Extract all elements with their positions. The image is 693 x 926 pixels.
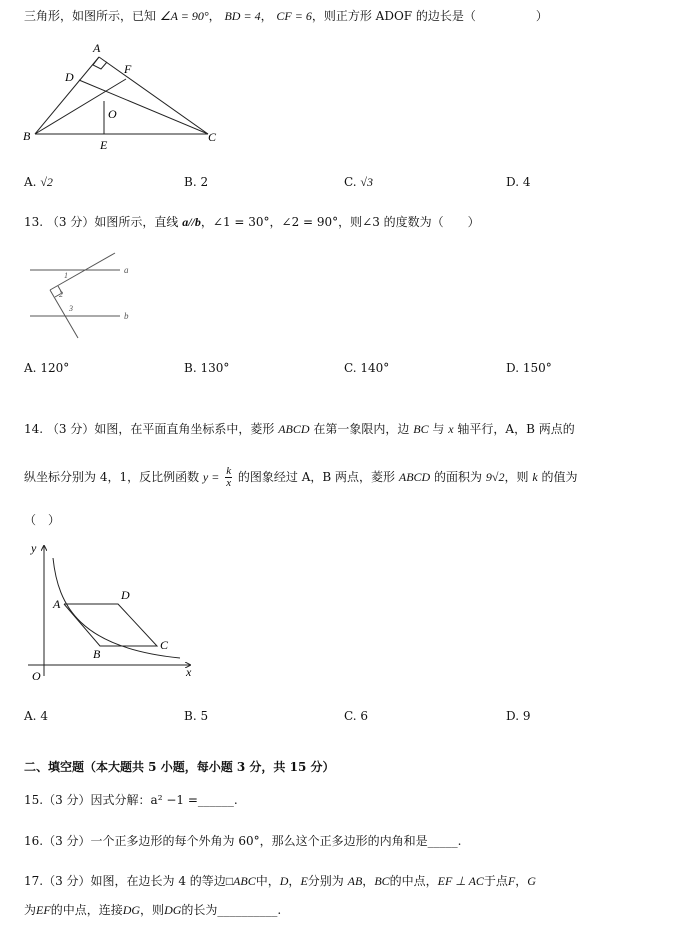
q17-ab: AB — [347, 874, 363, 888]
q17-ef: EF — [36, 903, 51, 917]
q14-text: 轴平行，A，B 两点的 — [457, 422, 575, 436]
q17-dg: DG — [164, 903, 182, 917]
q14-fraction — [225, 466, 232, 489]
option-value: 6 — [360, 709, 369, 723]
q14-stem-line2 — [24, 466, 577, 489]
q12-stem-end: ，则正方形 ADOF 的边长是（ ） — [311, 9, 548, 23]
q14-label-c: C — [160, 638, 169, 652]
option-value: 9 — [522, 709, 531, 723]
q13-option-c[interactable] — [344, 360, 389, 376]
q12-sep1: ， — [208, 9, 221, 23]
q13-option-d[interactable] — [506, 360, 552, 376]
q17-text: ， — [515, 874, 528, 888]
q14-option-b[interactable] — [184, 708, 208, 724]
q14-text: 的值为 — [541, 470, 578, 484]
q17-stem-line1 — [24, 873, 536, 889]
q14-label-d: D — [121, 588, 130, 602]
option-value: √2 — [40, 175, 53, 189]
q12-sep2: ， — [260, 9, 273, 23]
option-letter: B. — [184, 361, 197, 375]
q13-label-3: 3 — [69, 304, 73, 313]
option-letter: B. — [184, 175, 197, 189]
q13-label-a: a — [124, 265, 129, 275]
q14-bc: BC — [413, 422, 429, 436]
q12-label-b: B — [23, 129, 31, 143]
q17-point-g: G — [527, 874, 536, 888]
q12-option-d[interactable] — [506, 174, 530, 190]
q17-bc: BC — [374, 874, 390, 888]
q17-text: 的长为__________. — [181, 903, 282, 917]
option-value: 150° — [522, 361, 552, 375]
q13-label-b: b — [124, 311, 129, 321]
q14-area: 9√2 — [485, 470, 505, 484]
option-value: 2 — [200, 175, 209, 189]
q17-text: 为 — [24, 903, 37, 917]
q12-option-b[interactable] — [184, 174, 208, 190]
q14-text: 在第一象限内，边 — [313, 422, 410, 436]
q14-option-d[interactable] — [506, 708, 530, 724]
q17-text: ，则 — [140, 903, 165, 917]
q14-abcd: ABCD — [398, 470, 431, 484]
q14-label-y: y — [31, 541, 37, 555]
q12-label-d: D — [65, 70, 74, 84]
q17-text: 的中点， — [389, 874, 438, 888]
q17-text: ， — [288, 874, 301, 888]
q13-label-1: 1 — [64, 271, 68, 280]
q14-label-a: A — [53, 597, 61, 611]
q13-stem — [24, 214, 480, 230]
q15-stem: 15.（3 分）因式分解：a² −1 =______. — [24, 793, 238, 807]
q14-score: （3 分） — [46, 422, 95, 436]
q14-text: 的面积为 — [434, 470, 483, 484]
q16-stem: 16.（3 分）一个正多边形的每个外角为 60°，那么这个正多边形的内角和是_____. — [24, 834, 462, 848]
q12-option-c[interactable] — [344, 174, 373, 190]
q14-text: 纵坐标分别为 4，1，反比例函数 — [24, 470, 200, 484]
section-title-fill-in: 二、填空题（本大题共 5 小题，每小题 3 分，共 15 分） — [24, 760, 335, 774]
q12-angle-expr: ∠A = 90° — [159, 9, 209, 23]
q12-label-e: E — [100, 138, 108, 152]
q14-frac-den: x — [226, 477, 232, 489]
q17-text: 中， — [255, 874, 280, 888]
q17-ef-perp: EF ⊥ AC — [437, 874, 484, 888]
q14-func-lhs: y = — [202, 470, 220, 484]
option-value: 140° — [360, 361, 390, 375]
q14-text: 与 — [432, 422, 445, 436]
q17-point-f: F — [507, 874, 516, 888]
q14-label-o: O — [32, 669, 41, 683]
q14-number: 14. — [24, 422, 44, 436]
option-letter: D. — [506, 709, 520, 723]
option-letter: B. — [184, 709, 197, 723]
q13-lines-expr: a//b — [182, 215, 201, 229]
q17-text: 的中点，连接 — [50, 903, 123, 917]
option-value: 120° — [40, 361, 70, 375]
q13-option-a[interactable] — [24, 360, 69, 376]
q14-x: x — [448, 422, 454, 436]
q14-text: ，则 — [504, 470, 529, 484]
q12-bd-expr: BD = 4 — [224, 9, 261, 23]
q17-text: 于点 — [483, 874, 508, 888]
q13-number: 13. — [24, 215, 44, 229]
q13-stem-a: 如图所示，直线 — [94, 215, 179, 229]
q12-label-o: O — [108, 107, 117, 121]
q17-text: 17.（3 分）如图，在边长为 4 的等边 — [24, 874, 226, 888]
q14-label-b: B — [93, 647, 101, 661]
q12-cf-expr: CF = 6 — [276, 9, 312, 23]
q14-option-a[interactable] — [24, 708, 48, 724]
q13-figure — [20, 250, 140, 342]
q17-point-d: D — [279, 874, 289, 888]
q17-dg: DG — [122, 903, 141, 917]
option-value: 5 — [200, 709, 209, 723]
option-letter: D. — [506, 175, 520, 189]
q17-point-e: E — [300, 874, 308, 888]
option-letter: C. — [344, 361, 357, 375]
option-letter: A. — [24, 361, 37, 375]
q12-label-f: F — [124, 62, 132, 76]
option-letter: C. — [344, 175, 357, 189]
q14-label-x: x — [186, 665, 192, 679]
option-letter: D. — [506, 361, 520, 375]
q14-text: 的图象经过 A，B 两点，菱形 — [237, 470, 396, 484]
q14-k: k — [532, 470, 538, 484]
option-letter: A. — [24, 175, 37, 189]
option-value: 4 — [522, 175, 531, 189]
q12-stem — [24, 8, 548, 24]
q17-stem-line2 — [24, 902, 281, 918]
q13-label-2: 2 — [59, 290, 63, 299]
q12-stem-start: 三角形，如图所示，已知 — [24, 9, 157, 23]
option-value: √3 — [360, 175, 373, 189]
q17-triangle: □ABC — [225, 874, 256, 888]
q14-frac-num: k — [226, 465, 232, 477]
option-value: 130° — [200, 361, 230, 375]
q14-figure — [20, 536, 200, 686]
q13-option-b[interactable] — [184, 360, 229, 376]
q14-paren: （ ） — [24, 513, 61, 527]
option-letter: C. — [344, 709, 357, 723]
q14-stem-line1 — [24, 421, 575, 437]
q12-label-c: C — [208, 130, 217, 144]
q13-score: （3 分） — [46, 215, 95, 229]
q14-option-c[interactable] — [344, 708, 368, 724]
q14-answer-paren — [24, 512, 60, 528]
q12-label-a: A — [93, 41, 101, 55]
q14-abcd: ABCD — [278, 422, 310, 436]
q17-text: ， — [362, 874, 375, 888]
q12-figure — [18, 40, 228, 152]
option-letter: A. — [24, 709, 37, 723]
option-value: 4 — [40, 709, 48, 723]
q17-text: 分别为 — [307, 874, 344, 888]
q13-stem-b: ，∠1 = 30°，∠2 = 90°，则∠3 的度数为（ ） — [200, 215, 480, 229]
q12-option-a[interactable] — [24, 174, 53, 190]
q14-text: 如图，在平面直角坐标系中，菱形 — [94, 422, 275, 436]
